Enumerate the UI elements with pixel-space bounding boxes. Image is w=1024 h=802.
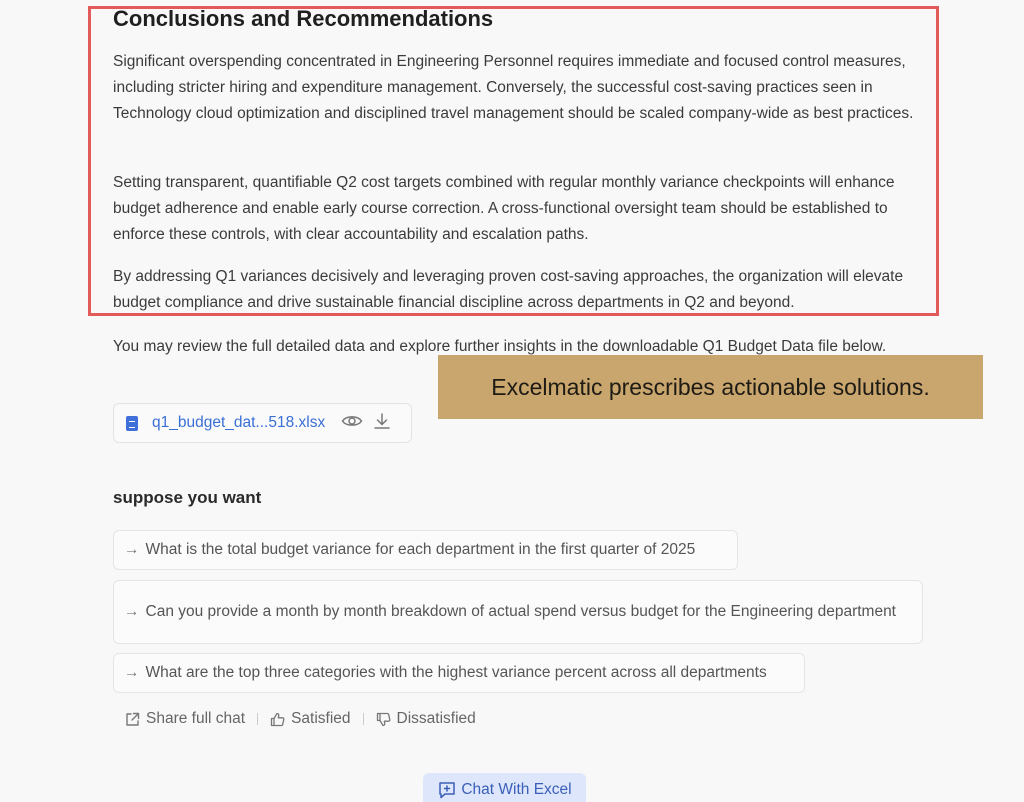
xlsx-file-icon — [126, 416, 138, 431]
action-divider — [257, 713, 258, 725]
chat-with-excel-label: Chat With Excel — [461, 781, 572, 798]
chat-with-excel-button[interactable] — [423, 773, 586, 802]
recommendation-paragraph-3: By addressing Q1 variances decisively and leveraging proven cost-saving approaches, the organization will elevate budget compliance and drive sustainable financial discipline across departments in Q2 and beyond. — [113, 268, 904, 311]
attachment-file-name[interactable]: q1_budget_dat...518.xlsx — [152, 414, 326, 431]
suggestion-text: What are the top three categories with the highest variance percent across all departments — [145, 664, 767, 681]
action-divider — [363, 713, 364, 725]
eye-icon[interactable] — [341, 413, 363, 434]
arrow-right-icon: → — [124, 603, 140, 620]
dissatisfied-label: Dissatisfied — [396, 710, 476, 727]
suggestion-item[interactable] — [113, 580, 923, 644]
share-icon — [125, 712, 140, 727]
review-note: You may review the full detailed data and explore further insights in the downloadable Q1 Budget Data file below. — [113, 338, 887, 355]
annotation-callout — [438, 355, 983, 419]
suggestion-text: What is the total budget variance for each department in the first quarter of 2025 — [145, 541, 696, 558]
download-icon[interactable] — [373, 412, 391, 435]
recommendation-paragraph-1: Significant overspending concentrated in Engineering Personnel requires immediate and focused control measures, including stricter hiring and expenditure management. Conversely, the successful cost-saving practices seen in Technology cloud optimization and disciplined travel management should be scaled company-wide as best practices. — [113, 53, 914, 122]
share-chat-button[interactable] — [125, 710, 245, 728]
thumbs-up-icon — [270, 712, 285, 727]
suggestion-text: Can you provide a month by month breakdown of actual spend versus budget for the Engineering department — [145, 603, 896, 620]
recommendation-paragraph-2: Setting transparent, quantifiable Q2 cost targets combined with regular monthly variance checkpoints will enhance budget adherence and enable early course correction. A cross-functional oversight team should be established to enforce these controls, with clear accountability and escalation paths. — [113, 174, 895, 243]
thumbs-down-icon — [376, 712, 391, 727]
add-chat-icon — [437, 780, 457, 800]
satisfied-label: Satisfied — [291, 710, 351, 727]
feedback-actions — [125, 708, 476, 730]
section-heading: Conclusions and Recommendations — [113, 6, 494, 31]
suggestion-item[interactable] — [113, 530, 738, 570]
arrow-right-icon: → — [124, 664, 140, 681]
suggestion-item[interactable] — [113, 653, 805, 693]
suggestions-heading: suppose you want — [113, 488, 262, 507]
attachment-chip[interactable] — [113, 403, 412, 443]
arrow-right-icon: → — [124, 541, 140, 558]
annotation-callout-text: Excelmatic prescribes actionable solutions. — [491, 373, 930, 400]
share-chat-label: Share full chat — [146, 710, 246, 727]
satisfied-button[interactable] — [270, 710, 350, 728]
dissatisfied-button[interactable] — [376, 710, 476, 728]
